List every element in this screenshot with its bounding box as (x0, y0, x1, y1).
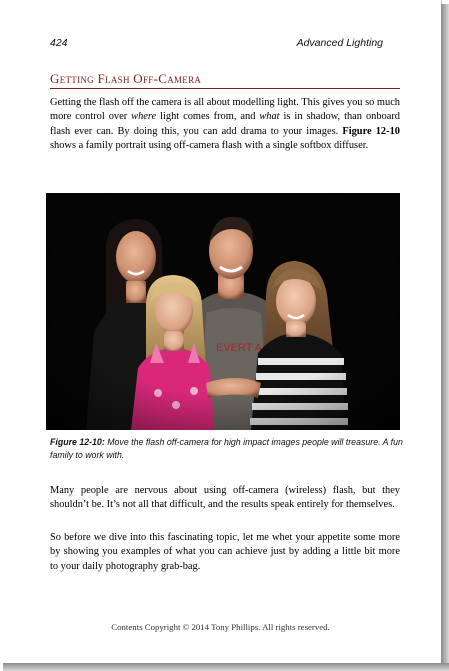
body-paragraph-2: So before we dive into this fascinating topic, let me whet your appetite some more by showing you examples of what you can achieve just by adding a little bit more to your daily photography grab-bag. (50, 532, 400, 572)
running-header: Advanced Lighting (296, 37, 383, 49)
intro-emphasis-what: what (259, 111, 280, 123)
section-heading: Getting Flash Off-Camera (50, 71, 400, 89)
intro-text-1: Getting the flash off the camera is all about modelling light. This gives you so much more control over (50, 97, 400, 123)
figure-caption-text: Move the flash off-camera for high impact images people will treasure. A fun family to work with. (50, 437, 403, 460)
intro-text-4: shows a family portrait using off-camera flash with a single softbox diffuser. (50, 140, 369, 152)
figure-label: Figure 12-10: (50, 437, 105, 447)
intro-text-3: is in shadow, than onboard flash ever can. By doing this, you can add drama to your images. (50, 111, 400, 137)
family-portrait-photo (46, 193, 400, 430)
copyright-footer: Contents Copyright © 2014 Tony Phillips. All rights reserved. (111, 622, 330, 632)
intro-paragraph (50, 96, 400, 154)
family-portrait-illustration (46, 193, 400, 430)
page-shadow-right (441, 4, 449, 671)
figure-caption (50, 436, 405, 462)
body-paragraph-1: Many people are nervous about using off-camera (wireless) flash, but they shouldn’t be. It’s not all that difficult, and the results speak entirely for themselves. (50, 485, 400, 511)
intro-emphasis-where: where (131, 111, 157, 123)
page-shadow-bottom (3, 663, 449, 671)
figure-reference: Figure 12-10 (342, 125, 400, 137)
page-number: 424 (50, 37, 68, 49)
intro-text-2: light comes from, and (156, 111, 260, 123)
